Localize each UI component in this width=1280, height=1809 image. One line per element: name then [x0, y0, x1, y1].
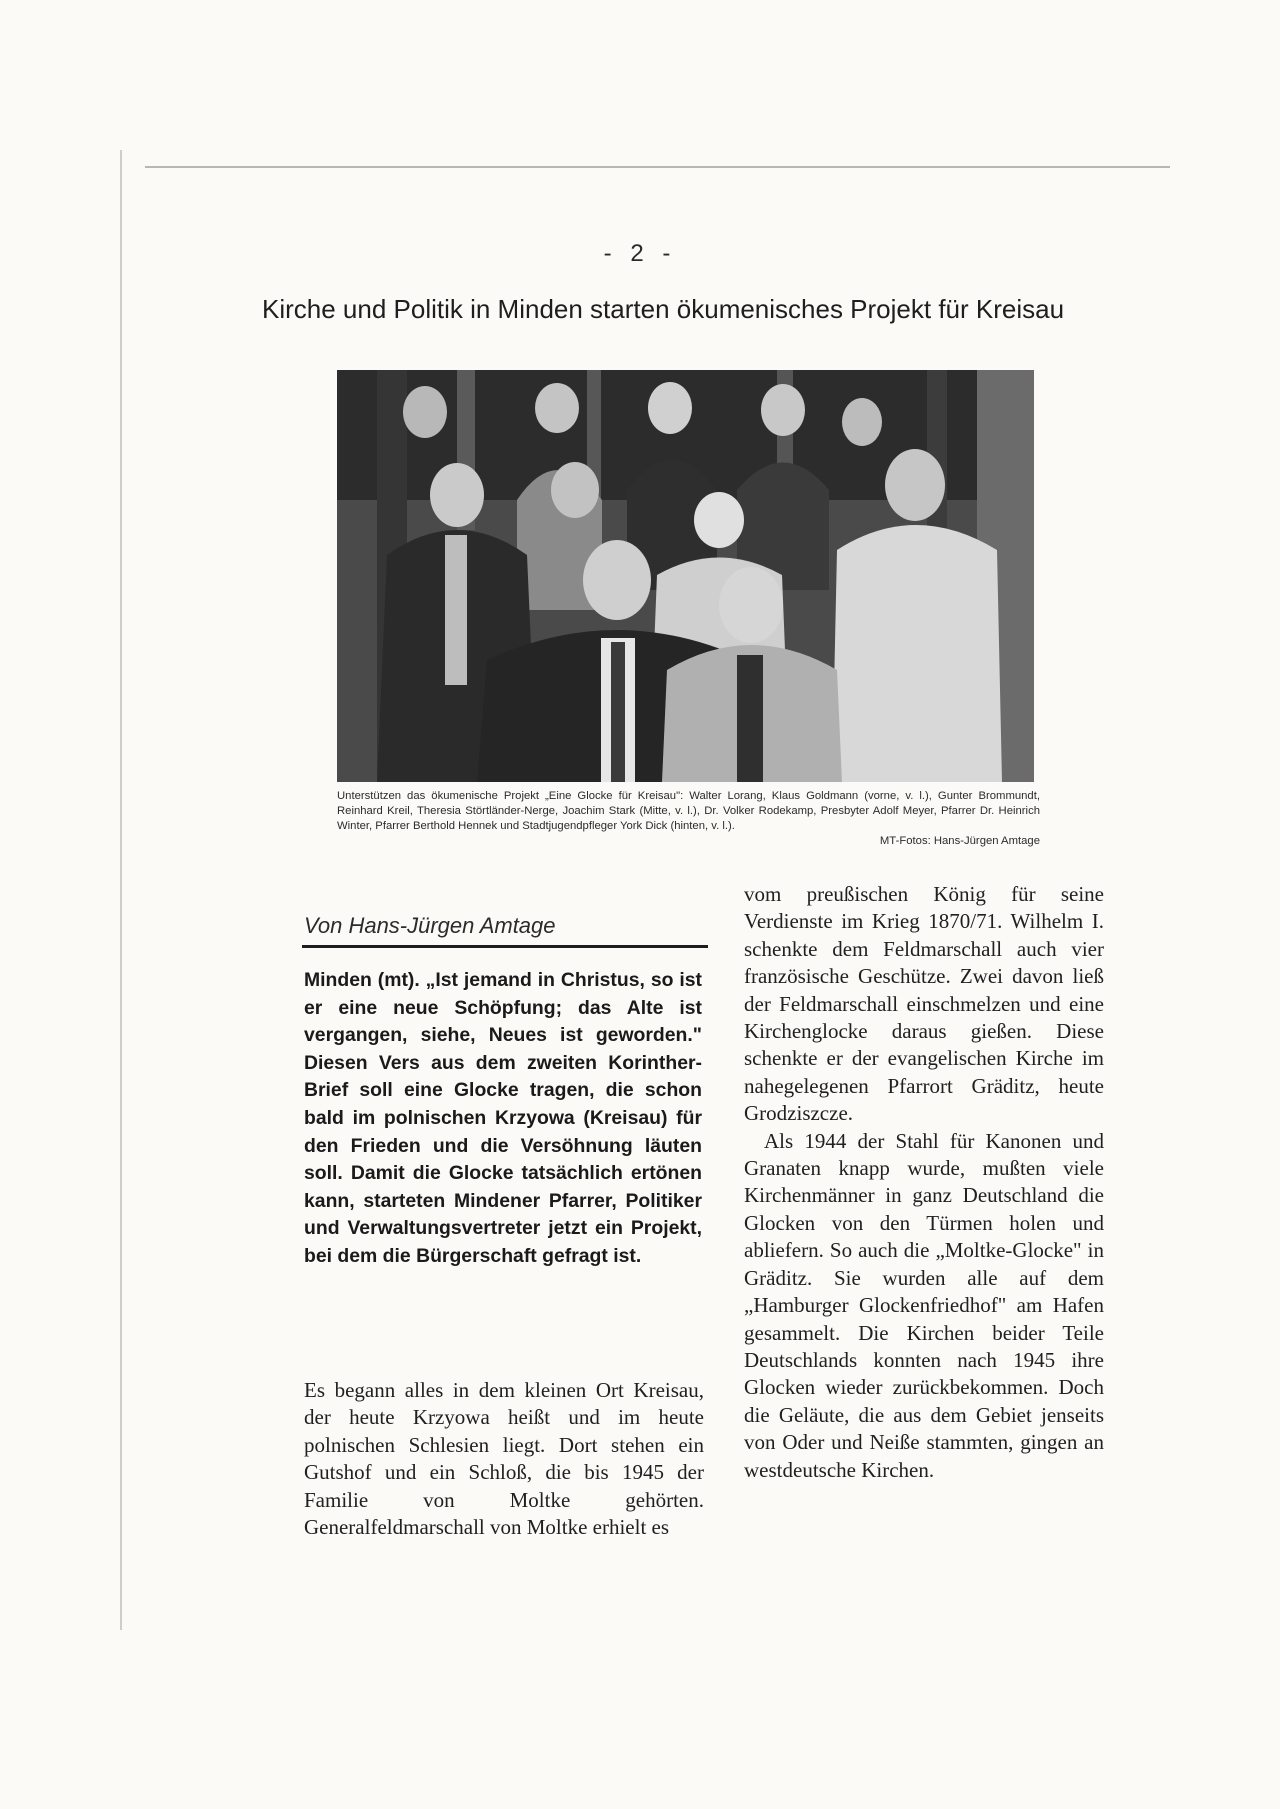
page-number: - 2 - — [603, 240, 677, 267]
photo-caption-text: Unterstützen das ökumenische Projekt „Eine Glocke für Kreisau": Walter Lorang, Klaus Goldmann (vorne, v. l.), Gunter Brommundt, Reinhard Kreil, Theresia Störtländer-Nerge, Joachim Stark (Mitte, v. l.), Dr. Volker Rodekamp, Presbyter Adolf Meyer, Pfarrer Dr. Heinrich Winter, Pfarrer Berthold Hennek und Stadtjugendpfleger York Dick (hinten, v. l.). — [337, 790, 1040, 832]
photo-credit: MT-Fotos: Hans-Jürgen Amtage — [879, 835, 1040, 847]
article-paragraph: Als 1944 der Stahl für Kanonen und Granaten knapp wurde, mußten viele Kirchenmänner in ganz Deutschland die Glocken von den Türmen holen und abliefern. So auch die „Moltke-Glocke" in Gräditz. Sie wurden alle auf dem „Hamburger Glockenfriedhof" am Hafen gesammelt. Die Kirchen beider Teile Deutschlands konnten nach 1945 ihre Glocken wieder zurückbekommen. Doch die Geläute, die aus dem Gebiet jenseits von Oder und Neiße stammten, gingen an westdeutsche Kirchen. — [744, 1128, 1104, 1482]
article-column-left — [304, 1377, 704, 1541]
top-rule — [145, 166, 1170, 168]
article-paragraph: vom preußischen König für seine Verdienste im Krieg 1870/71. Wilhelm I. schenkte dem Feldmarschall auch vier französische Geschütze. Zwei davon ließ der Feldmarschall einschmelzen und eine Kirchenglocke daraus gießen. Diese schenkte er der evangelischen Kirche im nahegelegenen Pfarrort Gräditz, heute Grodziszcze. — [744, 882, 1104, 1126]
page-edge-line — [120, 150, 122, 1630]
article-byline: Von Hans-Jürgen Amtage — [304, 913, 556, 938]
article-paragraph: Es begann alles in dem kleinen Ort Kreisau, der heute Krzyowa heißt und im heute polnischen Schlesien liegt. Dort stehen ein Gutshof und ein Schloß, die bis 1945 der Familie von Moltke gehörten. Generalfeldmarschall von Moltke erhielt es — [304, 1378, 704, 1540]
page-headline: Kirche und Politik in Minden starten ökumenisches Projekt für Kreisau — [262, 294, 1065, 324]
group-photo — [337, 370, 1034, 782]
byline-rule — [302, 945, 708, 948]
group-photo-image — [337, 370, 1034, 782]
article-column-right — [744, 881, 1104, 1484]
article-lead: Minden (mt). „Ist jemand in Christus, so ist er eine neue Schöpfung; das Alte ist vergangen, siehe, Neues ist geworden." Diesen Vers aus dem zweiten Korinther-Brief soll eine Glocke tragen, die schon bald im polnischen Krzyowa (Kreisau) für den Frieden und die Versöhnung läuten soll. Damit die Glocke tatsächlich ertönen kann, starteten Mindener Pfarrer, Politiker und Verwaltungsvertreter jetzt ein Projekt, bei dem die Bürgerschaft gefragt ist. — [304, 969, 702, 1267]
photo-caption — [337, 789, 1040, 849]
